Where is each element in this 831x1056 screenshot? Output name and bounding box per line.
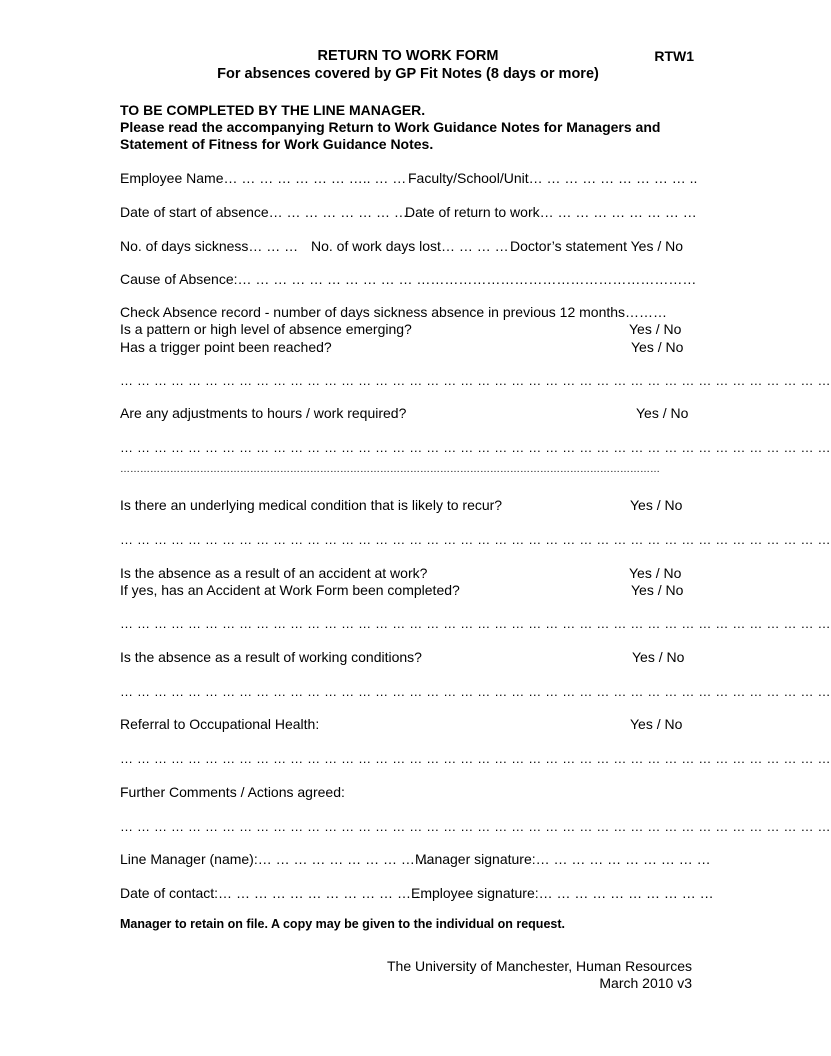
adjustments-yes-no[interactable]: Yes / No bbox=[636, 405, 689, 421]
answer-dotted-line[interactable]: … … … … … … … … … … … … … … … … … … … … … … … … … … … … … … … … … … … … … … … … … … bbox=[120, 751, 831, 766]
pattern-yes-no[interactable]: Yes / No bbox=[629, 321, 682, 337]
referral-yes-no[interactable]: Yes / No bbox=[630, 716, 683, 732]
accident-form-yes-no[interactable]: Yes / No bbox=[631, 582, 684, 598]
form-subtitle: For absences covered by GP Fit Notes (8 days or more) bbox=[217, 66, 599, 82]
work-days-lost-field[interactable]: No. of work days lost… … … … bbox=[311, 238, 509, 254]
accident-form-question: If yes, has an Accident at Work Form been completed? bbox=[120, 582, 460, 598]
employee-signature-field[interactable]: Employee signature:… … … … … … … … … … bbox=[411, 885, 714, 901]
working-conditions-question: Is the absence as a result of working conditions? bbox=[120, 649, 422, 665]
adjustments-question: Are any adjustments to hours / work required? bbox=[120, 405, 407, 421]
underlying-yes-no[interactable]: Yes / No bbox=[630, 497, 683, 513]
answer-dotted-line[interactable]: … … … … … … … … … … … … … … … … … … … … … … … … … … … … … … … … … … … … … … … … … … bbox=[120, 440, 831, 455]
form-code: RTW1 bbox=[654, 48, 694, 64]
intro-line-1: TO BE COMPLETED BY THE LINE MANAGER. bbox=[120, 102, 426, 118]
accident-question: Is the absence as a result of an accident at work? bbox=[120, 565, 428, 581]
pattern-question: Is a pattern or high level of absence emerging? bbox=[120, 321, 412, 337]
underlying-condition-question: Is there an underlying medical condition that is likely to recur? bbox=[120, 497, 503, 513]
footer-version: March 2010 v3 bbox=[599, 975, 692, 991]
answer-dotted-line[interactable]: … … … … … … … … … … … … … … … … … … … … … … … … … … … … … … … … … … … … … … … … … … bbox=[120, 532, 831, 547]
return-date-field[interactable]: Date of return to work… … … … … … … … … bbox=[405, 204, 697, 220]
trigger-question: Has a trigger point been reached? bbox=[120, 339, 332, 355]
line-manager-name-field[interactable]: Line Manager (name):… … … … … … … … … … bbox=[120, 851, 433, 867]
intro-line-3: Statement of Fitness for Work Guidance Notes. bbox=[120, 136, 434, 152]
accident-yes-no[interactable]: Yes / No bbox=[629, 565, 682, 581]
start-date-field[interactable]: Date of start of absence… … … … … … … … bbox=[120, 204, 408, 220]
doctors-statement-field[interactable]: Doctor’s statement Yes / No bbox=[510, 238, 684, 254]
further-comments-label: Further Comments / Actions agreed: bbox=[120, 784, 345, 800]
employee-name-field[interactable]: Employee Name… … … … … … … ….. … … bbox=[120, 170, 407, 186]
date-of-contact-field[interactable]: Date of contact:… … … … … … … … … … … … bbox=[120, 885, 429, 901]
check-absence-record[interactable]: Check Absence record - number of days sickness absence in previous 12 months……… bbox=[120, 304, 668, 320]
answer-dotted-line[interactable]: … … … … … … … … … … … … … … … … … … … … … … … … … … … … … … … … … … … … … … … … … … bbox=[120, 616, 831, 631]
answer-dotted-line[interactable]: … … … … … … … … … … … … … … … … … … … … … … … … … … … … … … … … … … … … … … … … … … bbox=[120, 819, 831, 834]
retain-note: Manager to retain on file. A copy may be given to the individual on request. bbox=[120, 917, 565, 931]
form-title: RETURN TO WORK FORM bbox=[317, 48, 499, 64]
answer-dotted-line[interactable]: … … … … … … … … … … … … … … … … … … … … … … … … … … … … … … … … … … … … … … … … … … bbox=[120, 373, 831, 388]
faculty-field[interactable]: Faculty/School/Unit… … … … … … … … … .. bbox=[408, 170, 698, 186]
answer-dotted-line-fine[interactable]: ……………………………………………………………………………………………………………………………………………… bbox=[120, 464, 660, 475]
intro-line-2: Please read the accompanying Return to Work Guidance Notes for Managers and bbox=[120, 119, 661, 135]
working-conditions-yes-no[interactable]: Yes / No bbox=[632, 649, 685, 665]
footer-organisation: The University of Manchester, Human Resources bbox=[386, 958, 692, 974]
days-sickness-field[interactable]: No. of days sickness… … … bbox=[120, 238, 299, 254]
trigger-yes-no[interactable]: Yes / No bbox=[631, 339, 684, 355]
manager-signature-field[interactable]: Manager signature:… … … … … … … … … … bbox=[415, 851, 711, 867]
answer-dotted-line[interactable]: … … … … … … … … … … … … … … … … … … … … … … … … … … … … … … … … … … … … … … … … … … bbox=[120, 684, 831, 699]
cause-of-absence-field[interactable]: Cause of Absence:… … … … … … … … … … …………………………………………………… bbox=[120, 271, 697, 287]
referral-question: Referral to Occupational Health: bbox=[120, 716, 320, 732]
